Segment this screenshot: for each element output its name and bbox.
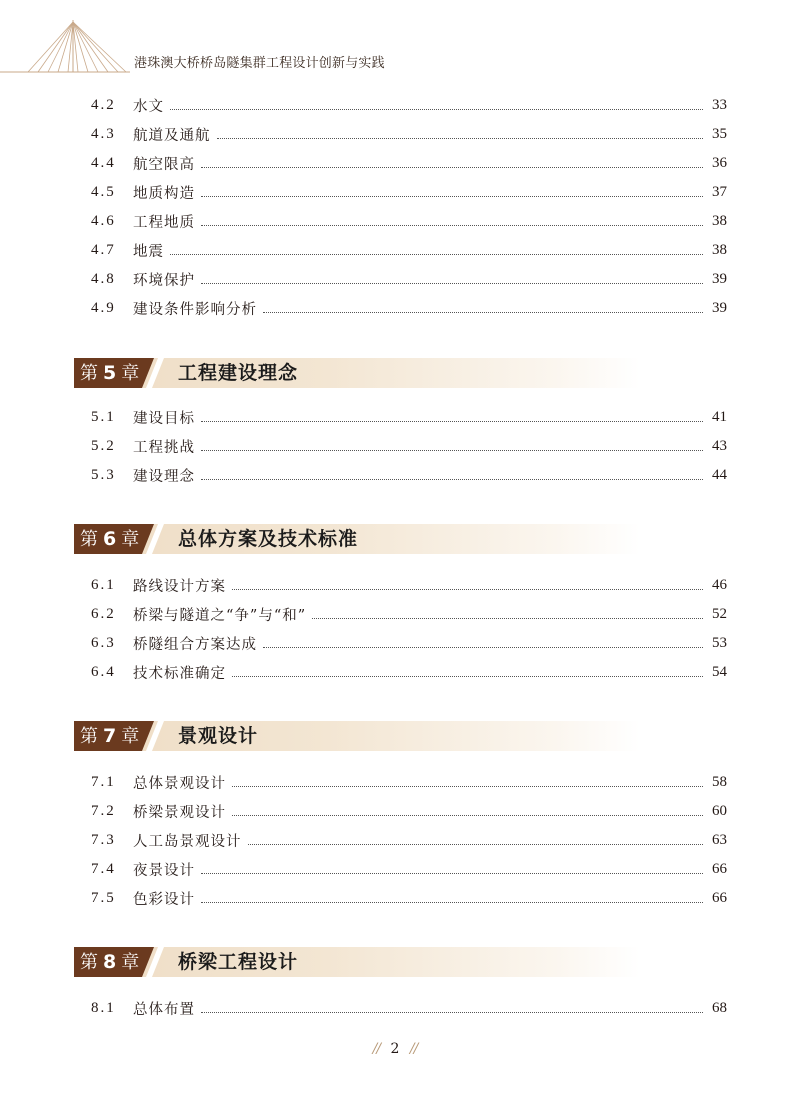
chapter-label xyxy=(80,526,140,552)
toc-entry[interactable] xyxy=(91,268,727,290)
toc-entry[interactable] xyxy=(91,997,727,1019)
page-ref: 54 xyxy=(712,663,727,680)
section-number: 7.2 xyxy=(91,802,116,819)
section-title: 夜景设计 xyxy=(133,862,195,879)
toc-entry[interactable] xyxy=(91,210,727,232)
page-ref: 52 xyxy=(712,605,727,622)
page-ref: 68 xyxy=(712,999,727,1016)
leader-dots xyxy=(170,108,703,110)
section-title: 路线设计方案 xyxy=(133,578,226,595)
section-number: 8.1 xyxy=(91,999,116,1016)
chapter-title: 景观设计 xyxy=(178,725,259,747)
chapter-heading[interactable] xyxy=(74,947,640,977)
section-number: 7.1 xyxy=(91,773,116,790)
page-ref: 43 xyxy=(712,437,727,454)
chapter-number: 5 xyxy=(103,362,118,384)
toc-entry[interactable] xyxy=(91,297,727,319)
footer-ornament-left: // xyxy=(372,1041,381,1057)
leader-dots xyxy=(232,785,703,787)
chapter-title: 桥梁工程设计 xyxy=(178,951,299,973)
chapter-heading[interactable] xyxy=(74,721,640,751)
toc-entry[interactable] xyxy=(91,887,727,909)
leader-dots xyxy=(201,1011,703,1013)
leader-dots xyxy=(232,814,703,816)
section-number: 4.8 xyxy=(91,270,116,287)
page-ref: 38 xyxy=(712,241,727,258)
section-number: 6.1 xyxy=(91,576,116,593)
section-number: 6.4 xyxy=(91,663,116,680)
section-number: 6.2 xyxy=(91,605,116,622)
toc-entry[interactable] xyxy=(91,464,727,486)
leader-dots xyxy=(201,449,703,451)
page-ref: 46 xyxy=(712,576,727,593)
leader-dots xyxy=(201,420,703,422)
page-footer xyxy=(0,1041,790,1057)
chapter-suffix: 章 xyxy=(121,529,141,550)
chapter-prefix: 第 xyxy=(80,363,99,384)
leader-dots xyxy=(201,872,703,874)
section-number: 4.5 xyxy=(91,183,116,200)
leader-dots xyxy=(201,478,703,480)
toc-entry[interactable] xyxy=(91,574,727,596)
leader-dots xyxy=(170,253,703,255)
section-title: 色彩设计 xyxy=(133,891,195,908)
section-title: 总体景观设计 xyxy=(133,775,226,792)
page-ref: 66 xyxy=(712,860,727,877)
chapter-suffix: 章 xyxy=(121,952,141,973)
chapter-prefix: 第 xyxy=(80,726,99,747)
section-title: 航空限高 xyxy=(133,156,195,173)
section-title: 环境保护 xyxy=(133,272,195,289)
page-number: 2 xyxy=(390,1041,400,1057)
chapter-prefix: 第 xyxy=(80,529,99,550)
section-number: 5.3 xyxy=(91,466,116,483)
leader-dots xyxy=(312,617,703,619)
page-ref: 66 xyxy=(712,889,727,906)
leader-dots xyxy=(201,224,703,226)
leader-dots xyxy=(217,137,704,139)
section-number: 7.3 xyxy=(91,831,116,848)
chapter-heading[interactable] xyxy=(74,524,640,554)
chapter-title: 工程建设理念 xyxy=(178,362,299,384)
page-ref: 44 xyxy=(712,466,727,483)
leader-dots xyxy=(201,901,703,903)
leader-dots xyxy=(248,843,704,845)
toc-entry[interactable] xyxy=(91,181,727,203)
leader-dots xyxy=(201,166,703,168)
toc-entry[interactable] xyxy=(91,829,727,851)
chapter-title: 总体方案及技术标准 xyxy=(178,528,359,550)
toc-entry[interactable] xyxy=(91,661,727,683)
page-ref: 39 xyxy=(712,299,727,316)
section-title: 建设目标 xyxy=(133,410,195,427)
section-number: 7.4 xyxy=(91,860,116,877)
section-title: 技术标准确定 xyxy=(133,665,226,682)
chapter-label xyxy=(80,360,140,386)
section-number: 4.6 xyxy=(91,212,116,229)
section-title: 总体布置 xyxy=(133,1001,195,1018)
section-title: 水文 xyxy=(133,98,164,115)
toc-entry[interactable] xyxy=(91,435,727,457)
toc-entry[interactable] xyxy=(91,239,727,261)
section-number: 4.9 xyxy=(91,299,116,316)
toc-entry[interactable] xyxy=(91,632,727,654)
chapter-prefix: 第 xyxy=(80,952,99,973)
toc-entry[interactable] xyxy=(91,603,727,625)
section-title: 桥梁与隧道之“争”与“和” xyxy=(133,607,307,624)
section-title: 人工岛景观设计 xyxy=(133,833,242,850)
section-number: 6.3 xyxy=(91,634,116,651)
leader-dots xyxy=(201,282,703,284)
page-ref: 38 xyxy=(712,212,727,229)
page-ref: 37 xyxy=(712,183,727,200)
section-title: 航道及通航 xyxy=(133,127,211,144)
section-number: 4.3 xyxy=(91,125,116,142)
toc-entry[interactable] xyxy=(91,94,727,116)
toc-entry[interactable] xyxy=(91,858,727,880)
section-number: 4.7 xyxy=(91,241,116,258)
book-title: 港珠澳大桥桥岛隧集群工程设计创新与实践 xyxy=(134,56,385,71)
section-number: 7.5 xyxy=(91,889,116,906)
section-title: 地质构造 xyxy=(133,185,195,202)
section-number: 5.2 xyxy=(91,437,116,454)
page-ref: 58 xyxy=(712,773,727,790)
section-title: 桥隧组合方案达成 xyxy=(133,636,257,653)
page-ref: 63 xyxy=(712,831,727,848)
section-number: 4.2 xyxy=(91,96,116,113)
page-ref: 39 xyxy=(712,270,727,287)
section-number: 5.1 xyxy=(91,408,116,425)
page-ref: 53 xyxy=(712,634,727,651)
footer-ornament-right: // xyxy=(409,1041,418,1057)
header-sunburst-decoration xyxy=(0,0,790,80)
leader-dots xyxy=(263,311,703,313)
chapter-number: 6 xyxy=(103,528,118,550)
page-ref: 36 xyxy=(712,154,727,171)
toc-entry[interactable] xyxy=(91,800,727,822)
section-number: 4.4 xyxy=(91,154,116,171)
toc-entry[interactable] xyxy=(91,152,727,174)
section-title: 地震 xyxy=(133,243,164,260)
page-ref: 35 xyxy=(712,125,727,142)
section-title: 建设理念 xyxy=(133,468,195,485)
section-title: 工程地质 xyxy=(133,214,195,231)
chapter-label xyxy=(80,949,140,975)
section-title: 建设条件影响分析 xyxy=(133,301,257,318)
page-ref: 41 xyxy=(712,408,727,425)
leader-dots xyxy=(232,675,703,677)
leader-dots xyxy=(201,195,703,197)
section-title: 桥梁景观设计 xyxy=(133,804,226,821)
page-ref: 60 xyxy=(712,802,727,819)
chapter-number: 8 xyxy=(103,951,118,973)
leader-dots xyxy=(263,646,703,648)
toc-entry[interactable] xyxy=(91,123,727,145)
section-title: 工程挑战 xyxy=(133,439,195,456)
leader-dots xyxy=(232,588,703,590)
chapter-label xyxy=(80,723,140,749)
page-ref: 33 xyxy=(712,96,727,113)
chapter-heading[interactable] xyxy=(74,358,640,388)
chapter-suffix: 章 xyxy=(121,726,141,747)
toc-entry[interactable] xyxy=(91,771,727,793)
toc-entry[interactable] xyxy=(91,406,727,428)
chapter-suffix: 章 xyxy=(121,363,141,384)
chapter-number: 7 xyxy=(103,725,118,747)
